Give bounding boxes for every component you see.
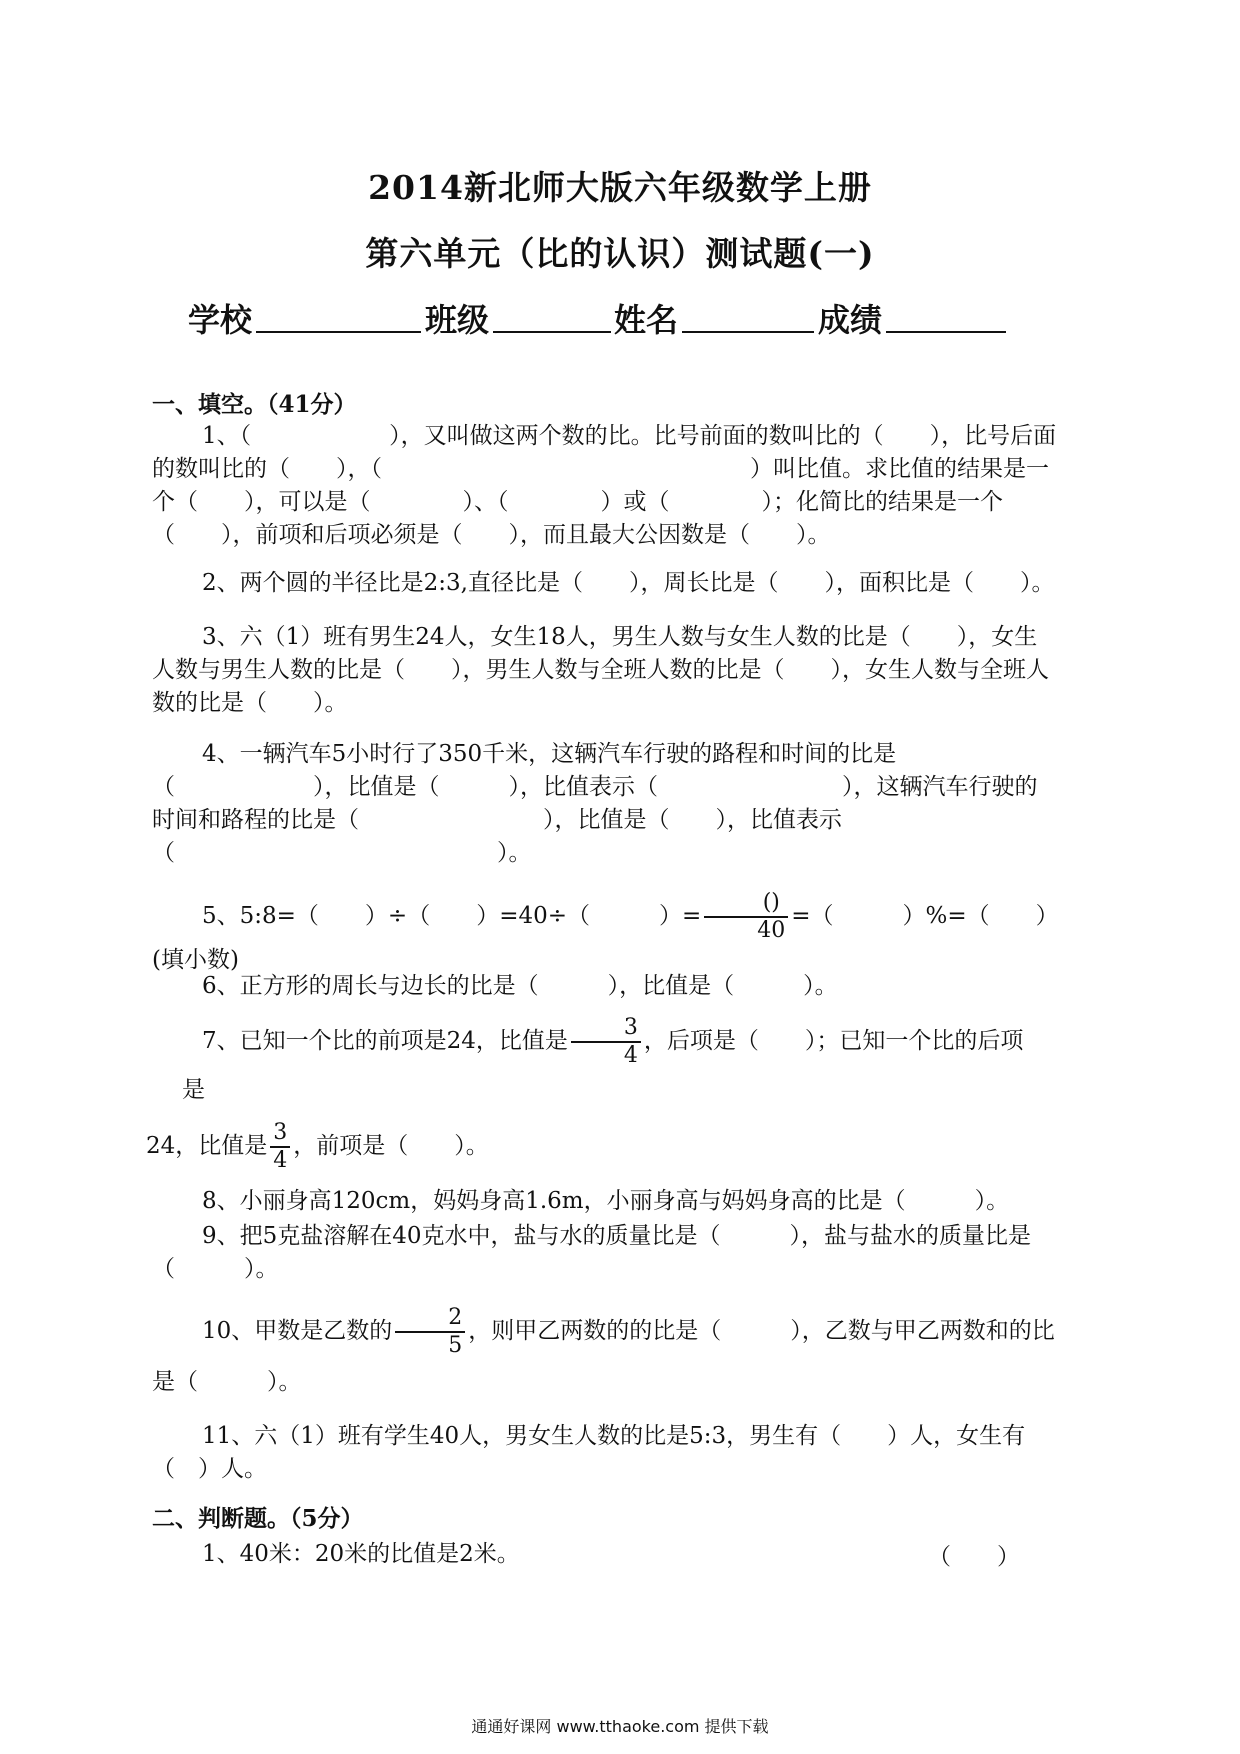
q7-fraction-2 [270, 1120, 290, 1174]
question-1-4: 4、一辆汽车5小时行了350千米，这辆汽车行驶的路程和时间的比是（ ），比值是（ ），比值表示（ ），这辆汽车行驶的时间和路程的比是（ ），比值是（ ），比值表示（ ）。 [152, 741, 1038, 866]
class-blank [493, 331, 611, 333]
score-blank [886, 331, 1006, 333]
student-info-row [188, 295, 1068, 339]
q5-text-b: =（ ）%=（ ）(填小数) [152, 903, 1048, 973]
question-1-1: 1、（ ），又叫做这两个数的比。比号前面的数叫比的（ ），比号后面的数叫比的（ ），（ ）叫比值。求比值的结果是一个（ ），可以是（ ）、（ ）或（ ）；化简比的结果是一个（ ），前项和后项必须是（ ），而且最大公因数是（ ）。 [152, 423, 1057, 548]
q10-text-b: ，则甲乙两数的的比是（ ），乙数与甲乙两数和的比 [468, 1318, 1055, 1344]
footer-credit: 通通好课网 www.tthaoke.com 提供下载 [471, 1717, 769, 1736]
q7-fraction [571, 1015, 641, 1069]
q10-fraction [395, 1305, 465, 1359]
q7-text-b: ，后项是（ ）；已知一个比的后项 [643, 1028, 1024, 1054]
question-1-5 [152, 890, 1057, 977]
question-1-7-cont: 是 [182, 1077, 205, 1103]
section2-heading: 二、判断题。（5分） [152, 1505, 364, 1532]
fraction-denominator: 4 [623, 1043, 638, 1068]
q7-text-e: ，前项是（ ）。 [293, 1133, 489, 1159]
section1-heading: 一、填空。（41分） [152, 391, 357, 418]
fraction-denominator: 40 [757, 918, 786, 943]
page-subtitle: 第六单元（比的认识）测试题(一) [365, 234, 875, 273]
name-label: 姓名 [614, 301, 679, 339]
school-blank [256, 331, 421, 333]
fraction-numerator: 3 [571, 1015, 641, 1043]
q7-text-a: 7、已知一个比的前项是24，比值是 [202, 1028, 568, 1054]
question-1-2: 2、两个圆的半径比是2:3,直径比是（ ），周长比是（ ），面积比是（ ）。 [202, 570, 1055, 596]
fraction-numerator: () [704, 890, 788, 918]
question-2-1-answer: （ ） [928, 1544, 1020, 1570]
question-1-11: 11、六（1）班有学生40人，男女生人数的比是5:3，男生有（ ）人，女生有（ ）人。 [152, 1423, 1026, 1482]
fraction-denominator: 5 [448, 1333, 463, 1358]
question-1-6: 6、正方形的周长与边长的比是（ ），比值是（ ）。 [202, 973, 838, 999]
q5-text-a: 5、5:8=（ ）÷（ ）=40÷（ ）= [202, 903, 702, 929]
question-1-9: 9、把5克盐溶解在40克水中，盐与水的质量比是（ ），盐与盐水的质量比是（ ）。 [152, 1223, 1032, 1282]
class-label: 班级 [425, 301, 490, 339]
question-1-7 [152, 1015, 1057, 1069]
score-label: 成绩 [818, 301, 883, 339]
q5-fraction [704, 890, 788, 944]
fraction-numerator: 2 [395, 1305, 465, 1333]
question-2-1: 1、40米：20米的比值是2米。 [202, 1541, 520, 1567]
q10-text-a: 10、甲数是乙数的 [202, 1318, 393, 1344]
name-blank [682, 331, 814, 333]
question-1-10 [152, 1305, 1057, 1359]
q7-text-d: 24，比值是 [146, 1133, 268, 1159]
fraction-numerator: 3 [270, 1120, 290, 1148]
school-label: 学校 [188, 301, 253, 339]
question-1-8: 8、小丽身高120cm，妈妈身高1.6m，小丽身高与妈妈身高的比是（ ）。 [202, 1188, 1010, 1214]
question-1-7-part2 [146, 1120, 1051, 1174]
fraction-denominator: 4 [273, 1148, 288, 1173]
question-1-10-cont: 是（ ）。 [152, 1369, 302, 1395]
page-title: 2014新北师大版六年级数学上册 [368, 168, 872, 207]
question-1-3: 3、六（1）班有男生24人，女生18人，男生人数与女生人数的比是（ ），女生人数与男生人数的比是（ ），男生人数与全班人数的比是（ ），女生人数与全班人数的比是（ ）。 [152, 624, 1049, 716]
